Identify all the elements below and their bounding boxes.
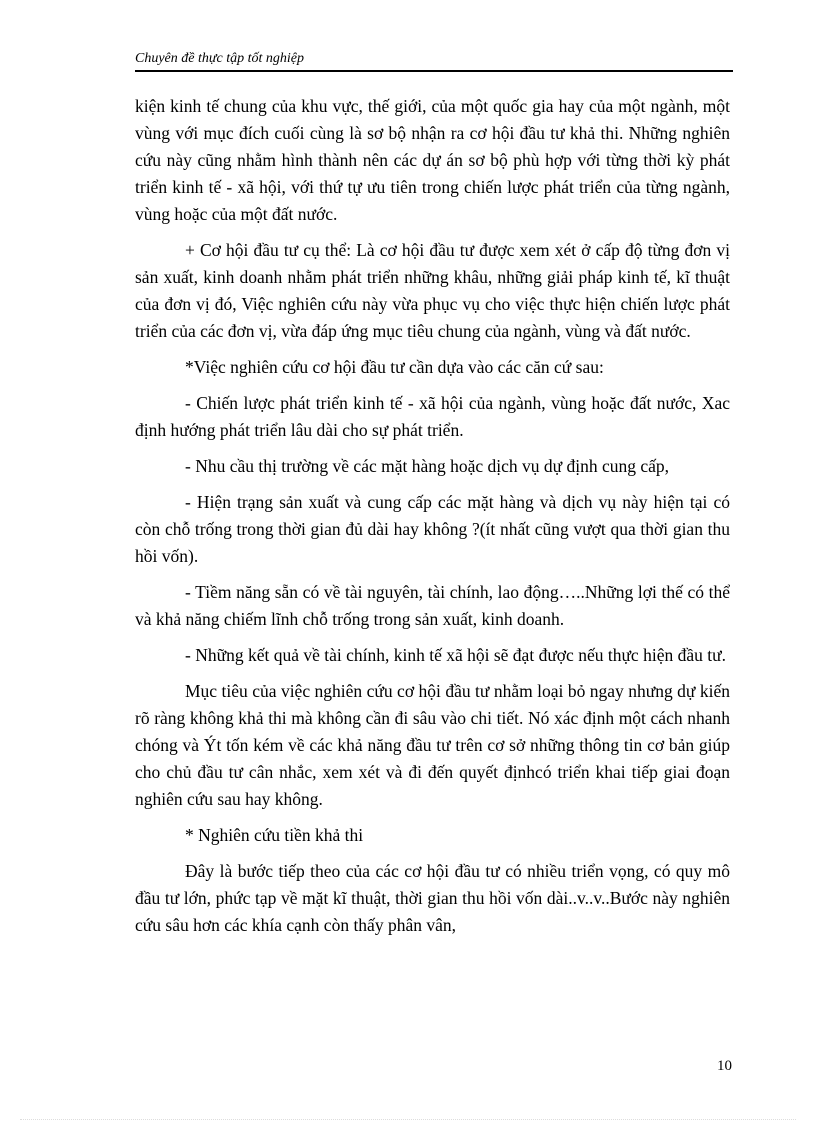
paragraph-basis-current-supply: - Hiện trạng sản xuất và cung cấp các mặt hàng và dịch vụ này hiện tại có còn chỗ trống trong thời gian đủ dài hay không ?(ít nhất cũng vượt qua thời gian thu hồi vốn). bbox=[135, 492, 730, 566]
paragraph-basis-market-demand: - Nhu cầu thị trường về các mặt hàng hoặc dịch vụ dự định cung cấp, bbox=[185, 456, 670, 476]
paragraph-research-basis-heading: *Việc nghiên cứu cơ hội đầu tư cần dựa vào các căn cứ sau: bbox=[185, 357, 604, 377]
page-header bbox=[135, 48, 733, 72]
body-text bbox=[135, 93, 730, 948]
paragraph-basis-results: - Những kết quả về tài chính, kinh tế xã hội sẽ đạt được nếu thực hiện đầu tư. bbox=[185, 645, 726, 665]
paragraph-specific-opportunity: + Cơ hội đầu tư cụ thể: Là cơ hội đầu tư được xem xét ở cấp độ từng đơn vị sản xuất, kinh doanh nhằm phát triển những khâu, những giải pháp kinh tế, kĩ thuật của đơn vị đó, Việc nghiên cứu này vừa phục vụ cho việc thực hiện chiến lược phát triển của các đơn vị, vừa đáp ứng mục tiêu chung của ngành, vùng và đất nước. bbox=[135, 240, 730, 341]
paragraph-basis-strategy: - Chiến lược phát triển kinh tế - xã hội của ngành, vùng hoặc đất nước, Xac định hướng phát triển lâu dài cho sự phát triển. bbox=[135, 393, 730, 440]
paragraph-basis-potential: - Tiềm năng sẵn có về tài nguyên, tài chính, lao động…..Những lợi thế có thể và khả năng chiếm lĩnh chỗ trống trong sản xuất, kinh doanh. bbox=[135, 582, 730, 629]
paragraph-continuation: kiện kinh tế chung của khu vực, thế giới, của một quốc gia hay của một ngành, một vùng với mục đích cuối cùng là sơ bộ nhận ra cơ hội đầu tư khả thi. Những nghiên cứu này cũng nhằm hình thành nên các dự án sơ bộ phù hợp với từng thời kỳ phát triển kinh tế - xã hội, với thứ tự ưu tiên trong chiến lược phát triển của từng ngành, vùng hoặc của một đất nước. bbox=[135, 96, 730, 224]
page-number: 10 bbox=[717, 1058, 732, 1074]
page-bottom-divider bbox=[20, 1119, 796, 1120]
section-heading-prefeasibility: * Nghiên cứu tiền khả thi bbox=[185, 825, 364, 845]
paragraph-prefeasibility: Đây là bước tiếp theo của các cơ hội đầu tư có nhiều triển vọng, có quy mô đầu tư lớn, phức tạp về mặt kĩ thuật, thời gian thu hồi vốn dài..v..v..Bước này nghiên cứu sâu hơn các khía cạnh còn thấy phân vân, bbox=[135, 861, 730, 935]
header-title: Chuyên đề thực tập tốt nghiệp bbox=[135, 51, 304, 66]
paragraph-research-objective: Mục tiêu của việc nghiên cứu cơ hội đầu tư nhằm loại bỏ ngay nhưng dự kiến rõ ràng không khả thi mà không cần đi sâu vào chi tiết. Nó xác định một cách nhanh chóng và Ýt tốn kém về các khả năng đầu tư trên cơ sở những thông tin cơ bản giúp cho chủ đầu tư cân nhắc, xem xét và đi đến quyết địnhcó triển khai tiếp giai đoạn nghiên cứu sau hay không. bbox=[135, 681, 730, 809]
